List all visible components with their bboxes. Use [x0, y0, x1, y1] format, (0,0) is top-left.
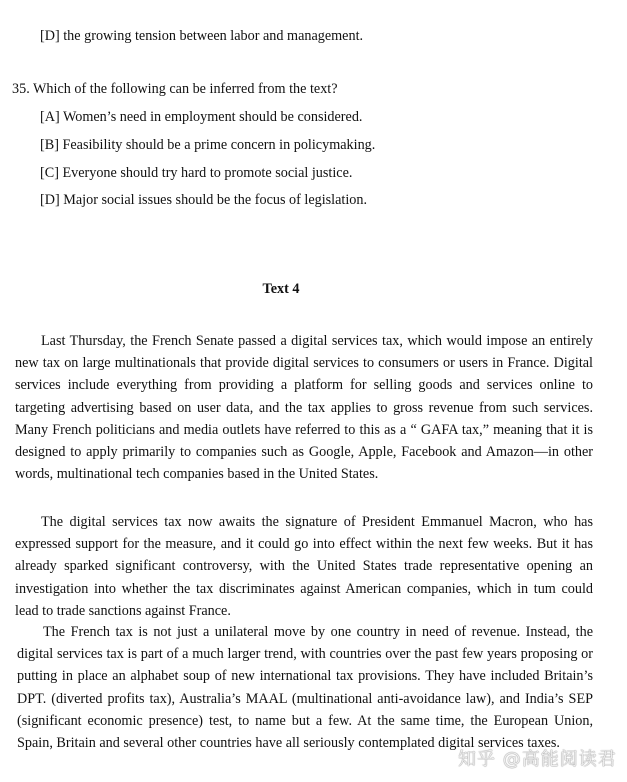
option-d: [D] Major social issues should be the focus of legislation.: [40, 192, 368, 208]
prev-option-d: [D] the growing tension between labor and management.: [40, 28, 364, 44]
paragraph-3: [17, 621, 593, 754]
question-stem: 35. Which of the following can be inferred from the text?: [12, 81, 338, 97]
paragraph-text: Last Thursday, the French Senate passed a digital services tax, which would impose an entirely new tax on large multinationals that provide digital services to consumers or users in France. Digital services include everything from providing a platform for selling goods and services online to targeting advertising based on user data, and the tax applies to gross revenue from such services. Many French politicians and media outlets have referred to this as a “ GAFA tax,” meaning that it is designed to apply primarily to companies such as Google, Apple, Facebook and Amazon—in other words, multinational tech companies based in the United States.: [15, 333, 593, 483]
watermark: 知乎 @高能阅读君: [458, 749, 617, 770]
option-a: [A] Women’s need in employment should be considered.: [40, 109, 363, 125]
section-title: Text 4: [262, 281, 300, 297]
paragraph-2: [15, 511, 593, 622]
option-c: [C] Everyone should try hard to promote social justice.: [40, 165, 353, 181]
paragraph-text: The digital services tax now awaits the signature of President Emmanuel Macron, who has expressed support for the measure, and it could go into effect within the next few weeks. But it has already sparked significant controversy, with the United States trade representative opening an investigation into whether the tax discriminates against American companies, which in tum could lead to trade sanctions against France.: [15, 514, 593, 619]
paragraph-1: [15, 330, 593, 485]
option-b: [B] Feasibility should be a prime concern in policymaking.: [40, 137, 376, 153]
paragraph-text: The French tax is not just a unilateral move by one country in need of revenue. Instead, the digital services tax is part of a much larger trend, with countries over the past few years proposing or putting in place an alphabet soup of new international tax provisions. They have included Britain’s DPT. (diverted profits tax), Australia’s MAAL (multinational anti-avoidance law), and India’s SEP (significant economic presence) test, to name but a few. At the same time, the European Union, Spain, Britain and several other countries have all seriously contemplated digital services taxes.: [17, 624, 593, 752]
